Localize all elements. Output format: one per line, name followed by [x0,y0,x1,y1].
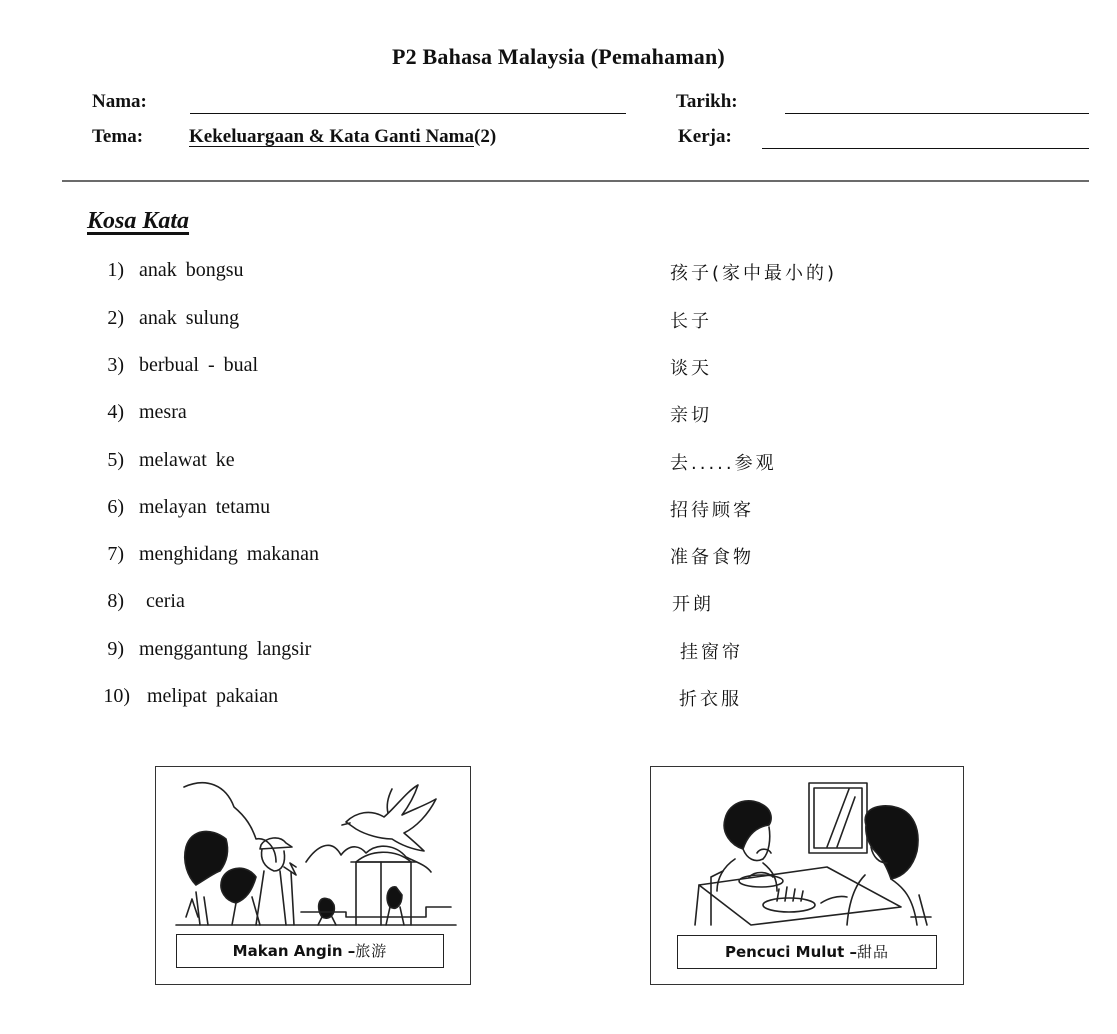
vocab-number: 2) [107,307,124,329]
vocab-translation: 招待顾客 [670,500,754,521]
vocab-item [0,401,1117,431]
theme-label: Tema: [92,126,144,147]
theme-number: (2) [474,126,497,147]
vocab-item [0,543,1117,573]
vocab-term: melipat pakaian [147,685,279,707]
vocab-item [0,307,1117,337]
caption-text: Makan Angin – [232,942,356,960]
worksheet-title: P2 Bahasa Malaysia (Pemahaman) [392,44,725,69]
vocab-term: anak sulung [139,307,240,329]
vocab-number: 8) [107,590,124,612]
picture-card-makan-angin [155,766,471,985]
vocab-term: melawat ke [139,449,235,471]
vocab-number: 3) [107,354,124,376]
caption-pencuci-mulut [677,935,937,969]
vocab-number: 5) [107,449,124,471]
vocab-term: melayan tetamu [139,496,271,518]
vocab-item [0,496,1117,526]
vocab-term: berbual - bual [139,354,259,376]
work-field[interactable] [762,148,1089,149]
vocab-item [0,685,1117,715]
caption-makan-angin [176,934,444,968]
vocab-item [0,590,1117,620]
vocab-number: 1) [107,259,124,281]
vocab-translation: 亲切 [670,405,712,426]
family-outing-illustration [156,767,470,927]
vocab-term: menghidang makanan [139,543,320,565]
vocab-translation: 开朗 [672,594,714,615]
vocab-translation: 去.....参观 [670,453,777,474]
vocab-item [0,354,1117,384]
vocab-translation: 谈天 [670,358,712,379]
vocab-number: 10) [103,685,130,707]
vocab-translation: 折衣服 [679,689,742,710]
name-label: Nama: [92,91,147,112]
caption-translation: 甜品 [856,943,889,961]
vocab-number: 6) [107,496,124,518]
caption-text: Pencuci Mulut – [724,943,857,961]
vocab-term: anak bongsu [139,259,244,281]
vocab-translation: 长子 [670,311,712,332]
vocab-translation: 准备食物 [670,547,754,568]
vocab-number: 4) [107,401,124,423]
vocab-item [0,259,1117,289]
name-field[interactable] [190,113,626,114]
vocab-term: mesra [139,401,187,423]
vocab-item [0,638,1117,668]
vocab-term: ceria [146,590,185,612]
vocab-translation: 孩子(家中最小的) [670,263,838,284]
picture-card-pencuci-mulut [650,766,964,985]
theme-value [189,126,496,148]
vocab-item [0,449,1117,479]
caption-translation: 旅游 [355,942,388,960]
date-label: Tarikh: [676,91,738,112]
work-label: Kerja: [678,126,732,147]
section-heading: Kosa Kata [87,208,190,234]
date-field[interactable] [785,113,1089,114]
dessert-table-illustration [651,767,963,927]
vocab-number: 7) [107,543,124,565]
theme-name: Kekeluargaan & Kata Ganti Nama [189,126,474,147]
vocab-term: menggantung langsir [139,638,312,660]
vocab-number: 9) [107,638,124,660]
header-divider [62,180,1089,182]
vocab-translation: 挂窗帘 [680,642,743,663]
